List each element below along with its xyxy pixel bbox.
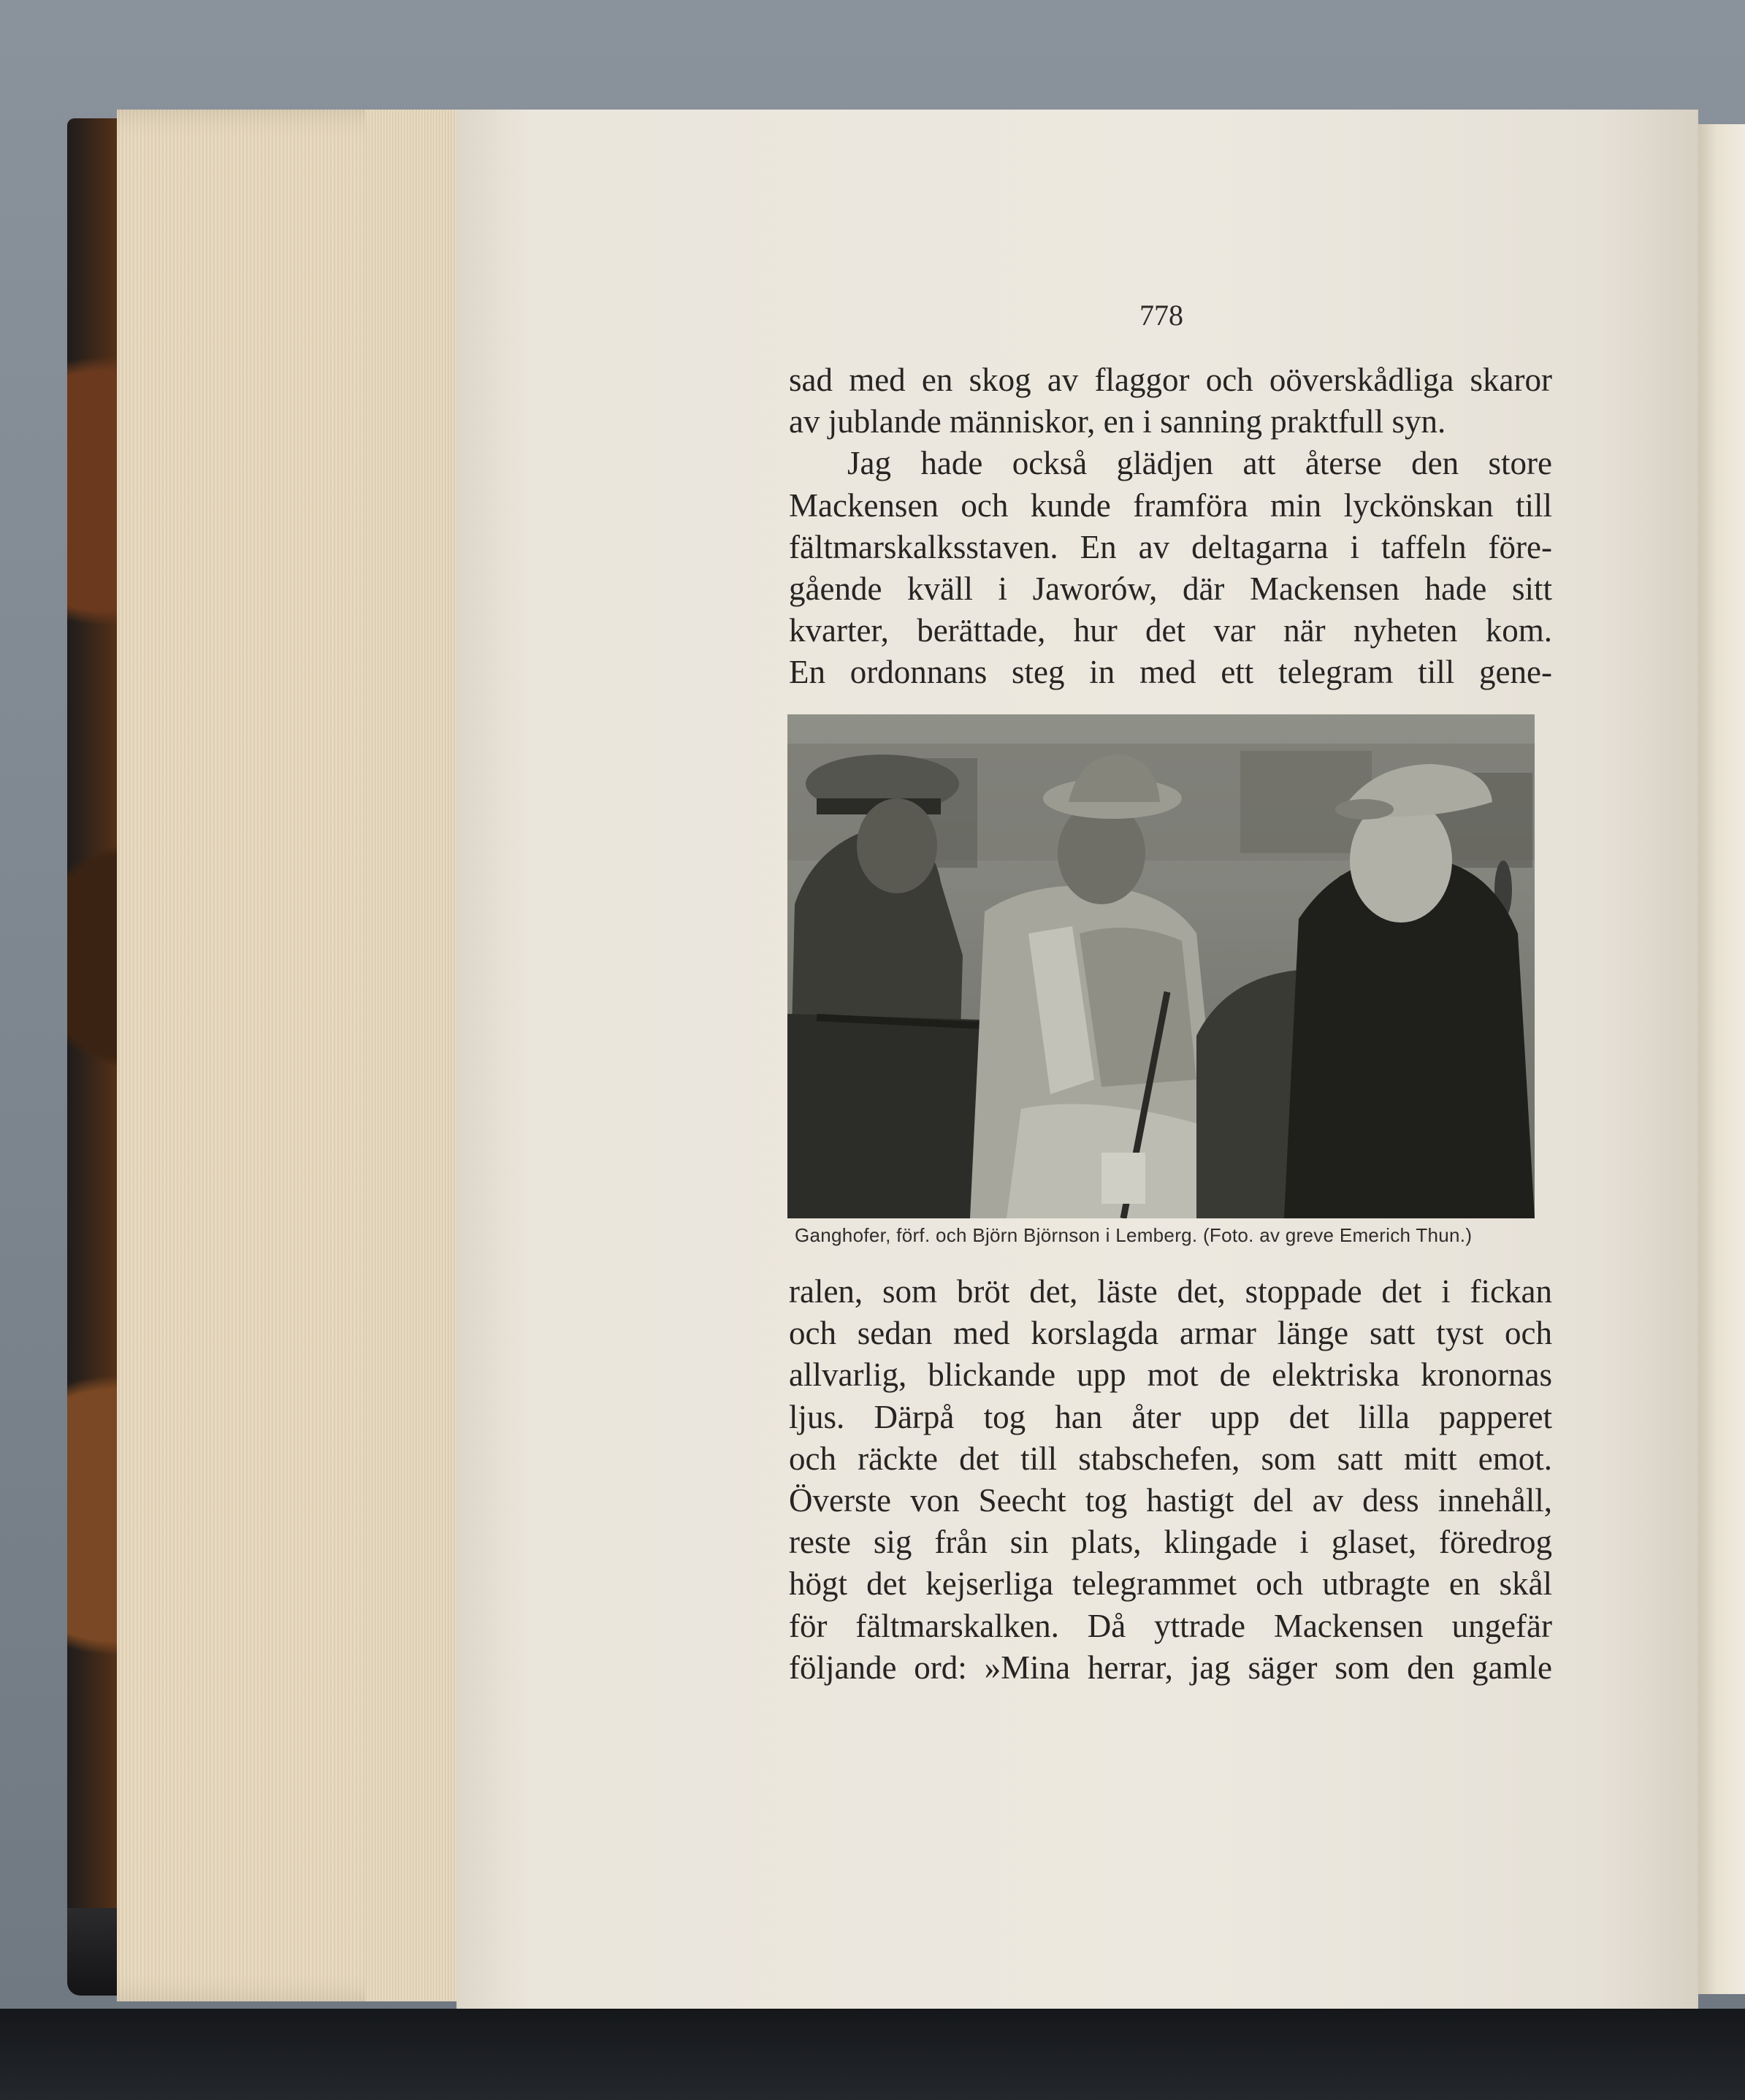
text-line: En ordonnans steg in med ett telegram till gene- [789,654,1552,691]
text-line: för fältmarskalken. Då yttrade Mackensen ungefär [789,1607,1552,1644]
text-line: allvarlig, blickande upp mot de elektriska kronornas [789,1356,1552,1394]
paragraph-top [789,359,1552,694]
text-line: Överste von Seecht tog hastigt del av dess innehåll, [789,1482,1552,1519]
text-line: kvarter, berättade, hur det var när nyheten kom. [789,612,1552,649]
paragraph-bottom [789,1271,1552,1689]
text-line: Mackensen och kunde framföra min lyckönskan till [789,486,1552,524]
text-line: och räckte det till stabschefen, som satt mitt emot. [789,1440,1552,1477]
text-line: sad med en skog av flaggor och oöverskådliga skaror [789,362,1552,398]
text-line: ljus. Därpå tog han åter upp det lilla papperet [789,1398,1552,1435]
text-line: Jag hade också glädjen att återse den store [847,445,1552,482]
halftone-photograph [787,714,1535,1218]
page-number: 778 [1139,299,1183,332]
page-edges [365,110,457,2001]
text-line: fältmarskalksstaven. En av deltagarna i taffeln före- [789,528,1552,565]
text-line: följande ord: »Mina herrar, jag säger som den gamle [789,1649,1552,1686]
bottom-shadow [0,2009,1745,2100]
photo-illustration [787,714,1535,1218]
text-line: reste sig från sin plats, klingade i glaset, föredrog [789,1524,1552,1561]
photo-caption: Ganghofer, förf. och Björn Björnson i Lemberg. (Foto. av greve Emerich Thun.) [795,1224,1473,1246]
text-line: ralen, som bröt det, läste det, stoppade det i fickan [789,1273,1552,1310]
text-line: gående kväll i Jaworów, där Mackensen hade sitt [789,570,1552,608]
text-line: av jublande människor, en i sanning praktfull syn. [789,403,1446,440]
text-line: högt det kejserliga telegrammet och utbragte en skål [789,1565,1552,1603]
facing-page-edge [1698,124,1745,1994]
text-line: och sedan med korslagda armar länge satt tyst och [789,1315,1552,1352]
